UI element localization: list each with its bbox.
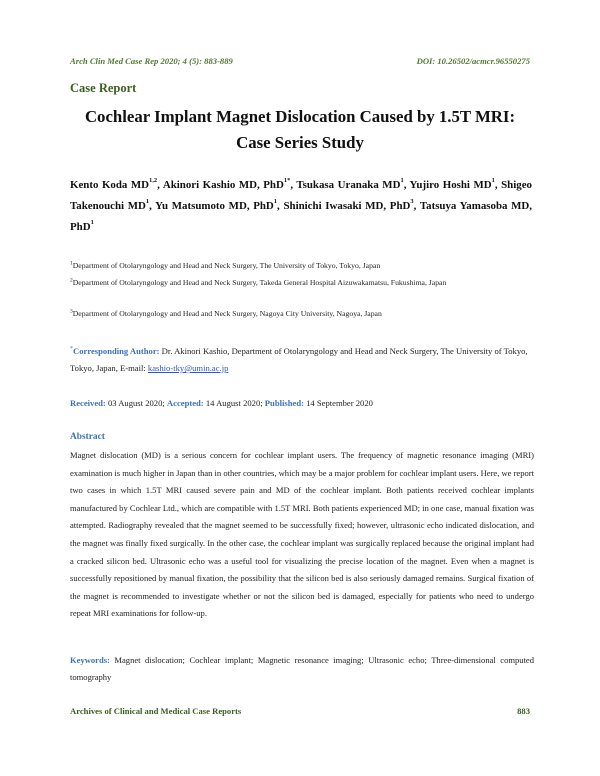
received-date: 03 August 2020; bbox=[105, 398, 167, 408]
corresponding-author bbox=[70, 343, 534, 377]
author: Shinichi Iwasaki MD, PhD$^3$ bbox=[283, 198, 414, 212]
keywords bbox=[70, 652, 534, 686]
author: Tatsuya Yamasoba MD, PhD$^1$ bbox=[70, 200, 533, 233]
author: Akinori Kashio MD, PhD$^{1*}$ bbox=[162, 177, 291, 191]
author: Yu Matsumoto MD, PhD$^1$ bbox=[155, 198, 278, 212]
footer-journal: Archives of Clinical and Medical Case Reports bbox=[70, 706, 242, 716]
email-link[interactable]: kashio-tky@umin.ac.jp bbox=[147, 363, 229, 373]
journal-citation: Arch Clin Med Case Rep 2020; 4 (5): 883-889 bbox=[70, 56, 233, 66]
running-header bbox=[70, 56, 530, 70]
author: Tsukasa Uranaka $MD^1$ bbox=[296, 177, 404, 191]
corresponding-star: * bbox=[70, 346, 73, 353]
article-dates: Received: 03 August 2020; Accepted: 14 August 2020; Published: 14 September 2020 bbox=[70, 398, 373, 408]
accepted-date: 14 August 2020; bbox=[203, 398, 265, 408]
abstract-text: Magnet dislocation (MD) is a serious concern for cochlear implant users. The frequency of magnetic resonance imaging (MRI) examination is much higher in Japan than in other countries, which may be a major problem for cochlear implant users. Here, we report two cases in which 1.5T MRI caused severe pain and MD of the cochlear implant. Both patients received cochlear implants manufactured by Cochlear Ltd., which are compatible with 1.5T MRI. Both patients experienced MD; in one case, manual fixation was attempted. Radiography revealed that the magnet seemed to be successfully fixed; however, ultrasonic echo indicated dislocation, and the magnet was finally fixed surgically. In the other case, the cochlear implant was surgically replaced because the original implant had a cracked silicon bed. Ultrasonic echo was a useful tool for visualizing the precise location of the magnet. Even when a magnet is successfully repositioned by manual fixation, the possibility that the silicon bed is also seriously damaged remains. Surgical fixation of the magnet is recommended to investigate whether or not the silicon bed is damaged, especially for patients who need to undergo repeat MRI examinations for follow-up. bbox=[70, 450, 534, 619]
corresponding-label: Corresponding Author: bbox=[73, 346, 160, 356]
article-type: Case Report bbox=[70, 81, 137, 95]
title-line-2: Case Series Study bbox=[236, 133, 364, 152]
published-date: 14 September 2020 bbox=[303, 398, 373, 408]
affiliation: $^1$Department of Otolaryngology and Head and Neck Surgery, The University of Tokyo, Tokyo, Japan bbox=[70, 260, 381, 270]
page-number: 883 bbox=[517, 706, 530, 716]
affiliation: $^2$Department of Otolaryngology and Head and Neck Surgery, Takeda General Hospital Aizuwakamatsu, Fukushima, Japan bbox=[70, 277, 447, 287]
page-footer bbox=[70, 706, 530, 720]
author: Shigeo Takenouchi $MD^1$ bbox=[70, 179, 532, 212]
author-list: Kento Koda MD$^{1,2}$, Akinori Kashio MD, PhD$^{1*}$, Tsukasa Uranaka $MD^1$, Yujiro Hoshi $MD^1$, Shigeo Takenouchi $MD^1$, Yu Matsumoto MD, PhD$^1$, Shinichi Iwasaki MD, PhD$^3$, Tatsuya Yamasoba MD, PhD$^1$ bbox=[70, 177, 533, 233]
keywords-text: Magnet dislocation; Cochlear implant; Magnetic resonance imaging; Ultrasonic echo; Three-dimensional computed tomography bbox=[70, 655, 534, 682]
abstract-heading: Abstract bbox=[70, 432, 105, 442]
affiliation: $^3$Department of Otolaryngology and Head and Neck Surgery, Nagoya City University, Nagoya, Japan bbox=[70, 308, 382, 318]
corresponding-text: Dr. Akinori Kashio, Department of Otolaryngology and Head and Neck Surgery, The University of Tokyo, Tokyo, Japan, E-mail: bbox=[70, 346, 528, 373]
doi[interactable]: DOI: 10.26502/acmcr.96550275 bbox=[416, 56, 530, 66]
article-title bbox=[70, 104, 530, 156]
author: Yujiro Hoshi $MD^1$ bbox=[409, 177, 495, 191]
keywords-label: Keywords: bbox=[70, 655, 110, 665]
title-line-1: Cochlear Implant Magnet Dislocation Caused by 1.5T MRI: bbox=[84, 107, 516, 126]
author: Kento Koda MD$^{1,2}$ bbox=[70, 177, 158, 191]
